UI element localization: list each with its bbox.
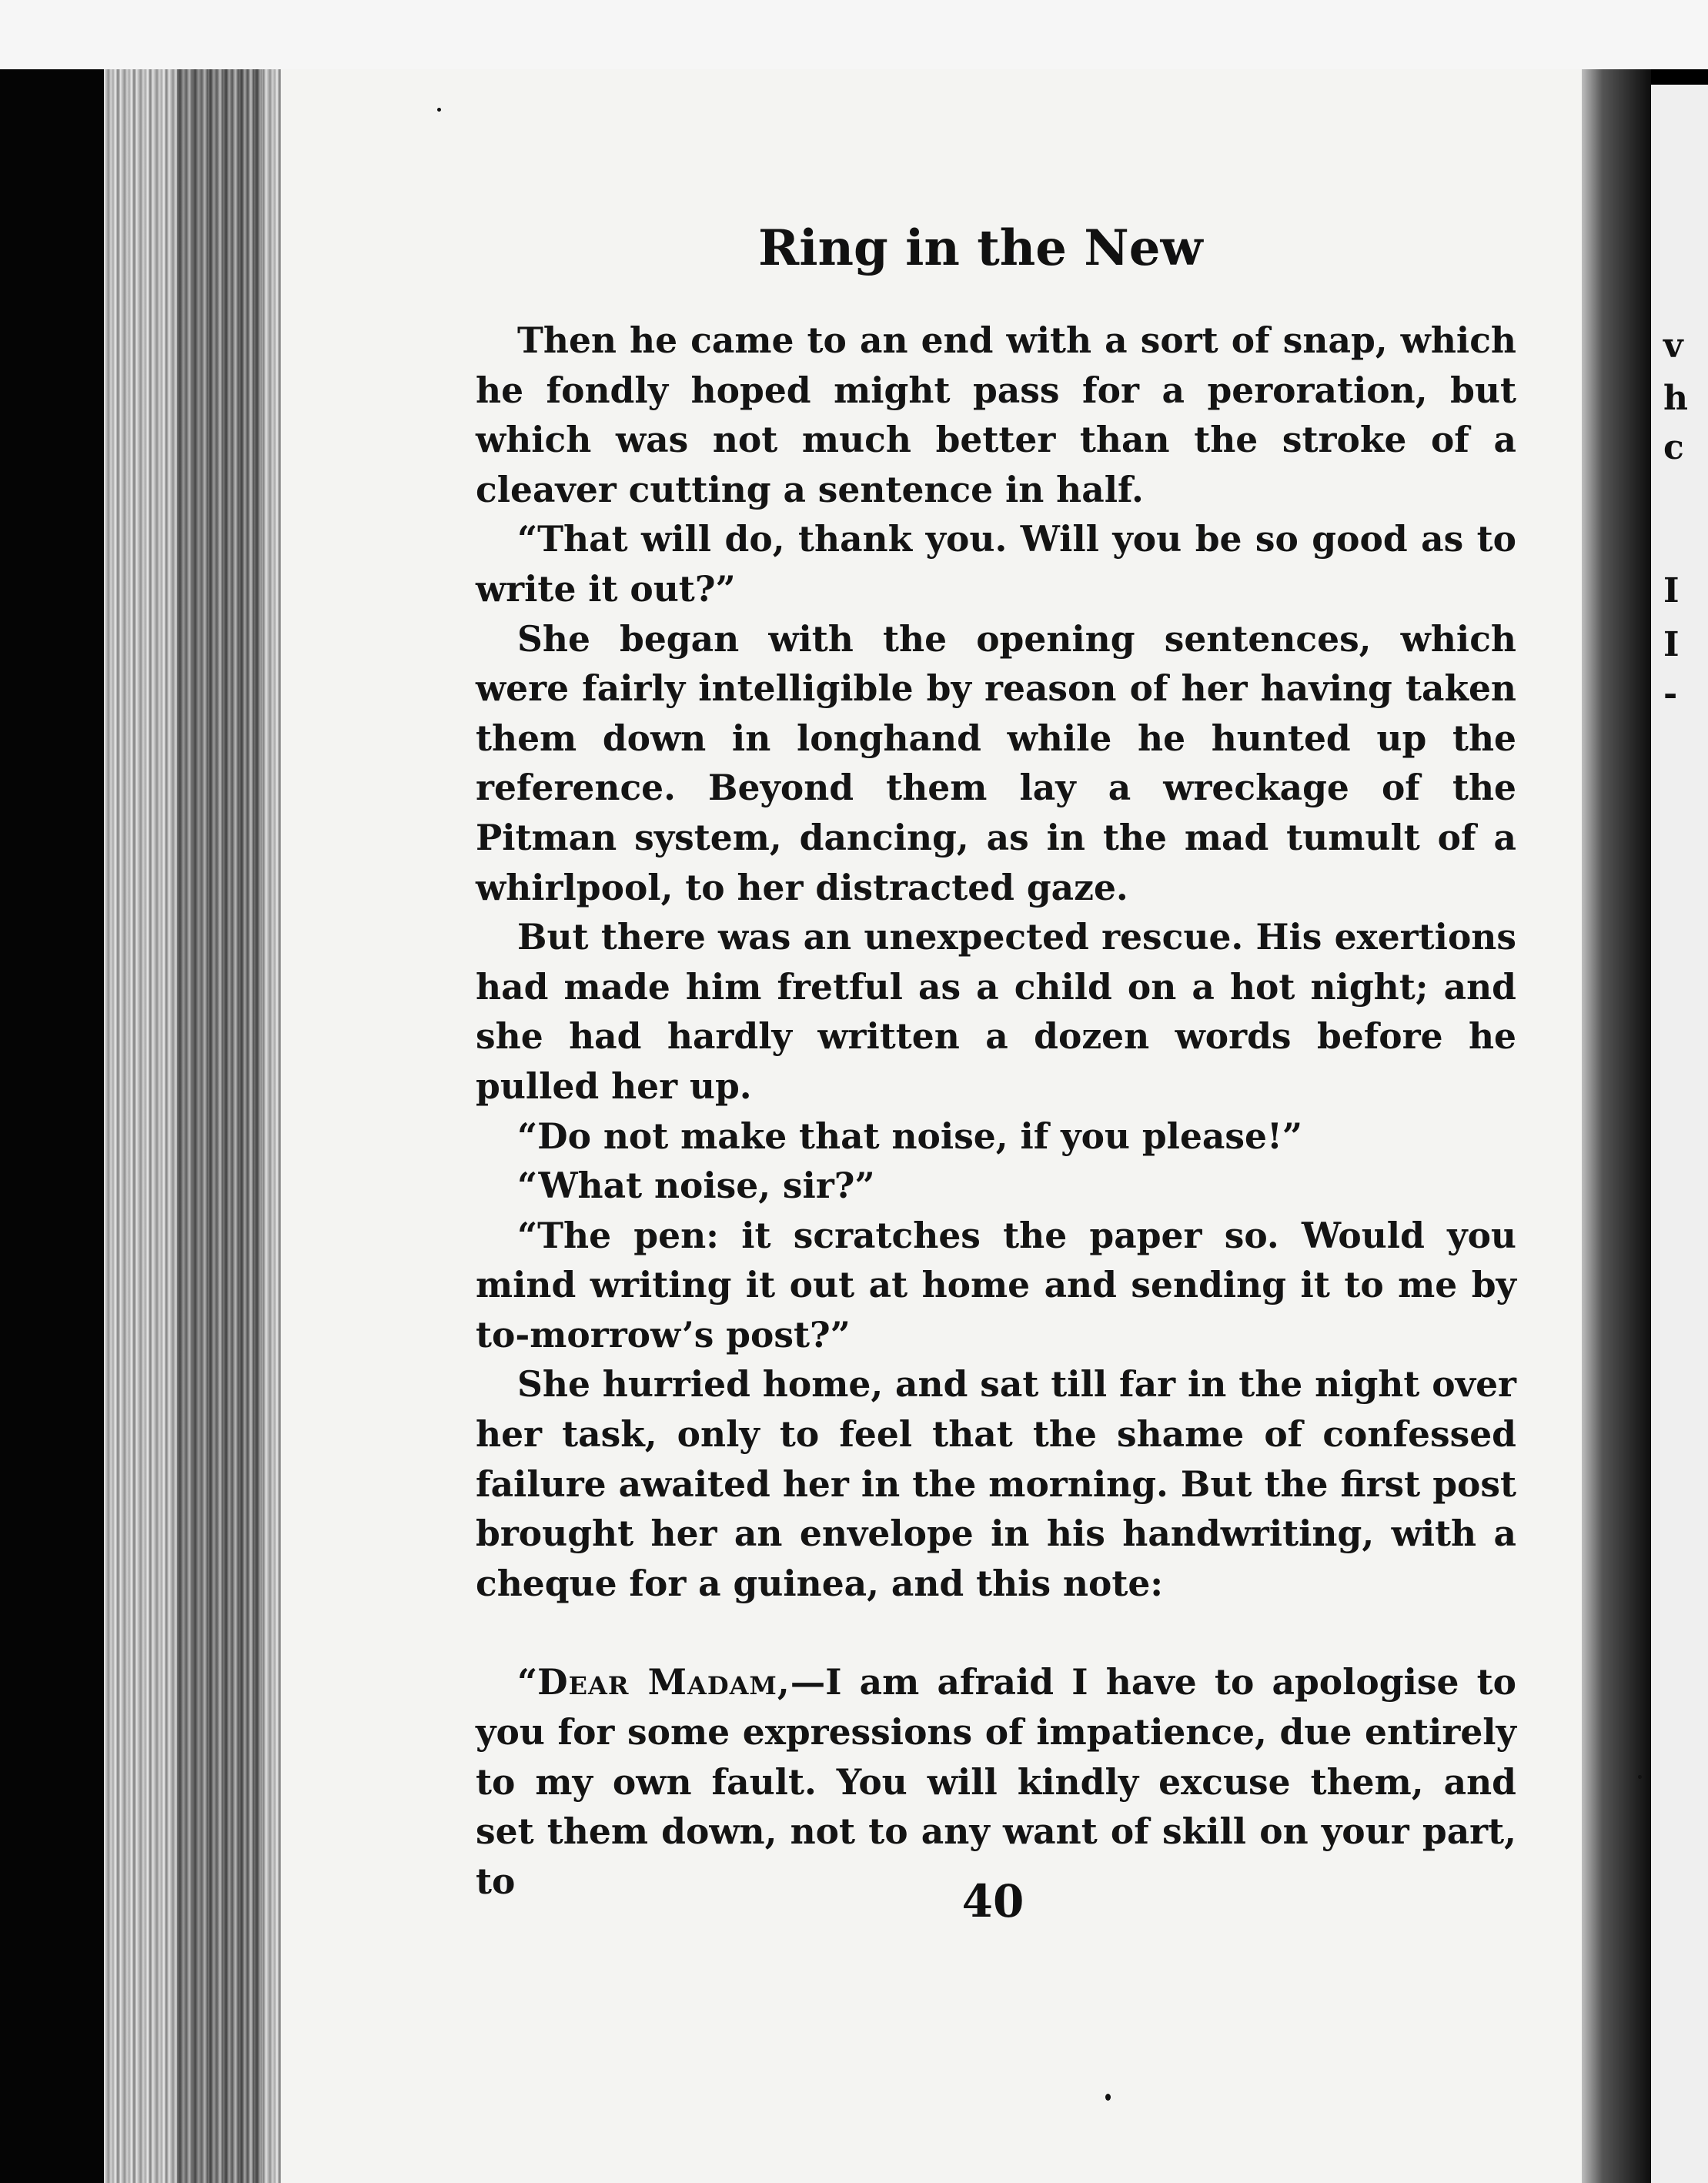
paragraph: “That will do, thank you. Will you be so good as to write it out?” xyxy=(476,518,1516,610)
facing-page-letter: c xyxy=(1663,428,1684,467)
paragraph: She hurried home, and sat till far in the night over her task, only to feel that the shame of confessed failure awaited her in the morning. But the first post brought her an envelope in his handwriting, with a cheque for a guinea, and this note: xyxy=(476,1363,1516,1604)
letter-salutation: Dear Madam, xyxy=(537,1661,790,1703)
dust-speck xyxy=(1105,2094,1111,2101)
paragraph: “What noise, sir?” xyxy=(517,1165,875,1207)
letter-body: —I am afraid I have to apologise to you for some expressions of impatience, due entirely to my own fault. You will kindly excuse them, and set them down, not to any want of skill on your part, to xyxy=(476,1661,1516,1902)
page-edge-shading xyxy=(177,69,262,2183)
scanner-margin xyxy=(0,69,104,2183)
paragraph: She began with the opening sentences, which were fairly intelligible by reason of her having taken them down in longhand while he hunted up the reference. Beyond them lay a wreckage of the Pitman system, dancing, as in the mad tumult of a whirlpool, to her distracted gaze. xyxy=(476,617,1516,908)
facing-page-letter: v xyxy=(1663,326,1683,366)
facing-page-letter: I xyxy=(1663,625,1680,664)
page-number: 40 xyxy=(961,1875,1024,1927)
letter-open-quote: “ xyxy=(517,1661,538,1703)
facing-page-edge xyxy=(1651,85,1708,2183)
facing-page-letter: - xyxy=(1663,674,1678,714)
paragraph: “Do not make that noise, if you please!” xyxy=(517,1115,1303,1157)
running-head: Ring in the New xyxy=(758,219,1203,277)
section-gap xyxy=(476,1608,1516,1657)
facing-page-letter: h xyxy=(1663,379,1688,418)
paragraph: Then he came to an end with a sort of snap, which he fondly hoped might pass for a peroration, but which was not much better than the stroke of a cleaver cutting a sentence in half. xyxy=(476,319,1516,510)
paragraph: But there was an unexpected rescue. His exertions had made him fretful as a child on a hot night; and she had hardly written a dozen words before he pulled her up. xyxy=(476,916,1516,1107)
scanner-background xyxy=(0,0,1708,69)
facing-page-letter: I xyxy=(1663,571,1680,610)
paragraph: “The pen: it scratches the paper so. Would you mind writing it out at home and sending it to me by to-morrow’s post?” xyxy=(476,1214,1516,1356)
dust-speck xyxy=(437,108,441,112)
body-text xyxy=(476,316,1516,1906)
dust-speck xyxy=(1638,1775,1642,1779)
letter-paragraph xyxy=(476,1657,1516,1906)
gutter-shadow xyxy=(1582,69,1651,2183)
